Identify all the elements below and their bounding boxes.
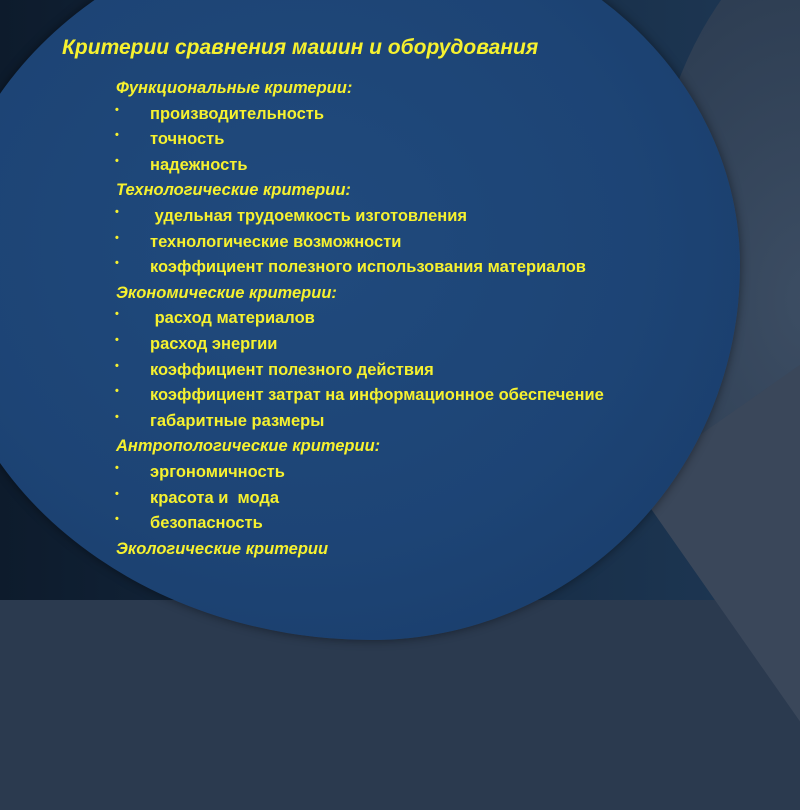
list-item: • коэффициент затрат на информационное обеспечение xyxy=(116,383,766,409)
bullet-icon: • xyxy=(115,129,119,142)
section-heading-economic: Экономические критерии: xyxy=(116,283,337,302)
bullet-icon: • xyxy=(115,154,119,167)
bullet-icon: • xyxy=(115,205,119,218)
list-item: • расход материалов xyxy=(116,306,766,332)
list-item: • удельная трудоемкость изготовления xyxy=(116,204,766,230)
list-item: • коэффициент полезного использования материалов xyxy=(116,255,766,281)
bullet-icon: • xyxy=(115,333,119,346)
section-heading-ecological: Экологические критерии xyxy=(116,539,329,558)
bullet-icon: • xyxy=(115,385,119,398)
bullet-icon: • xyxy=(115,308,119,321)
bullet-icon: • xyxy=(115,257,119,270)
criteria-list xyxy=(116,76,766,562)
section-heading-functional: Функциональные критерии: xyxy=(116,79,353,97)
list-item: • расход энергии xyxy=(116,332,766,358)
list-item: • технологические возможности xyxy=(116,230,766,256)
slide-title: Критерии сравнения машин и оборудования xyxy=(62,36,539,59)
list-item: • производительность xyxy=(116,102,766,128)
list-item: • коэффициент полезного действия xyxy=(116,358,766,384)
bullet-icon: • xyxy=(115,103,119,116)
bullet-icon: • xyxy=(115,513,119,526)
section-heading-technological: Технологические критерии: xyxy=(116,181,351,200)
bullet-icon: • xyxy=(115,487,119,500)
list-item: • надежность xyxy=(116,153,766,179)
list-item: • габаритные размеры xyxy=(116,409,766,435)
list-item: • красота и мода xyxy=(116,486,766,512)
list-item: • точность xyxy=(116,127,766,153)
section-heading-anthropological: Антропологические критерии: xyxy=(116,437,381,456)
bullet-icon: • xyxy=(115,359,119,372)
list-item: • эргономичность xyxy=(116,460,766,486)
bullet-icon: • xyxy=(115,231,119,244)
bullet-icon: • xyxy=(115,410,119,423)
bullet-icon: • xyxy=(115,461,119,474)
list-item: • безопасность xyxy=(116,511,766,537)
